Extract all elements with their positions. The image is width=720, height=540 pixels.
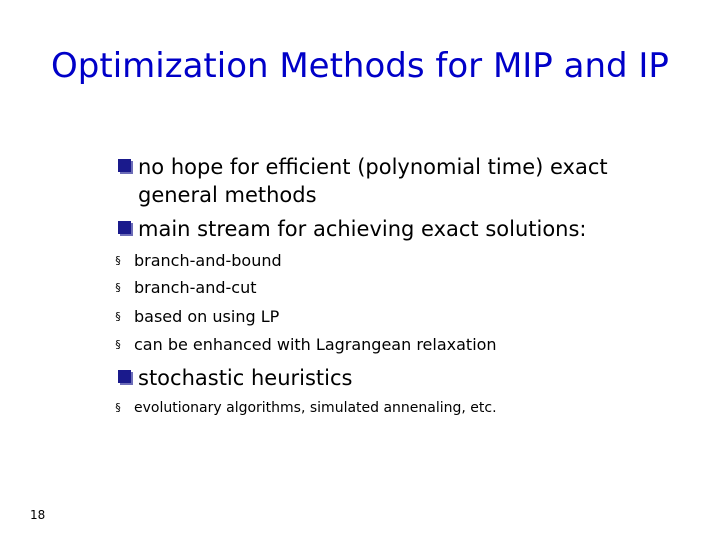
section-sign-bullet-icon: § <box>115 310 121 323</box>
section-sign-bullet-icon: § <box>115 338 121 351</box>
sub-bullet-text: evolutionary algorithms, simulated annenaling, etc. <box>134 400 497 416</box>
section-sign-bullet-icon: § <box>115 401 121 414</box>
sub-bullet-text: based on using LP <box>134 307 280 326</box>
square-bullet-icon <box>118 370 131 383</box>
section-sign-bullet-icon: § <box>115 254 121 267</box>
bullet-text: stochastic heuristics <box>138 366 353 390</box>
sub-bullet-text: can be enhanced with Lagrangean relaxation <box>134 335 497 354</box>
page-number: 18 <box>30 508 46 522</box>
square-bullet-icon <box>118 221 131 234</box>
bullet-text: no hope for efficient (polynomial time) exact <box>138 155 608 179</box>
square-bullet-icon <box>118 159 131 172</box>
bullet-text: main stream for achieving exact solutions: <box>138 217 587 241</box>
section-sign-bullet-icon: § <box>115 281 121 294</box>
slide-title: Optimization Methods for MIP and IP <box>51 46 669 86</box>
bullet-text-continuation: general methods <box>138 183 317 207</box>
sub-bullet-text: branch-and-cut <box>134 278 257 297</box>
sub-bullet-text: branch-and-bound <box>134 251 282 270</box>
